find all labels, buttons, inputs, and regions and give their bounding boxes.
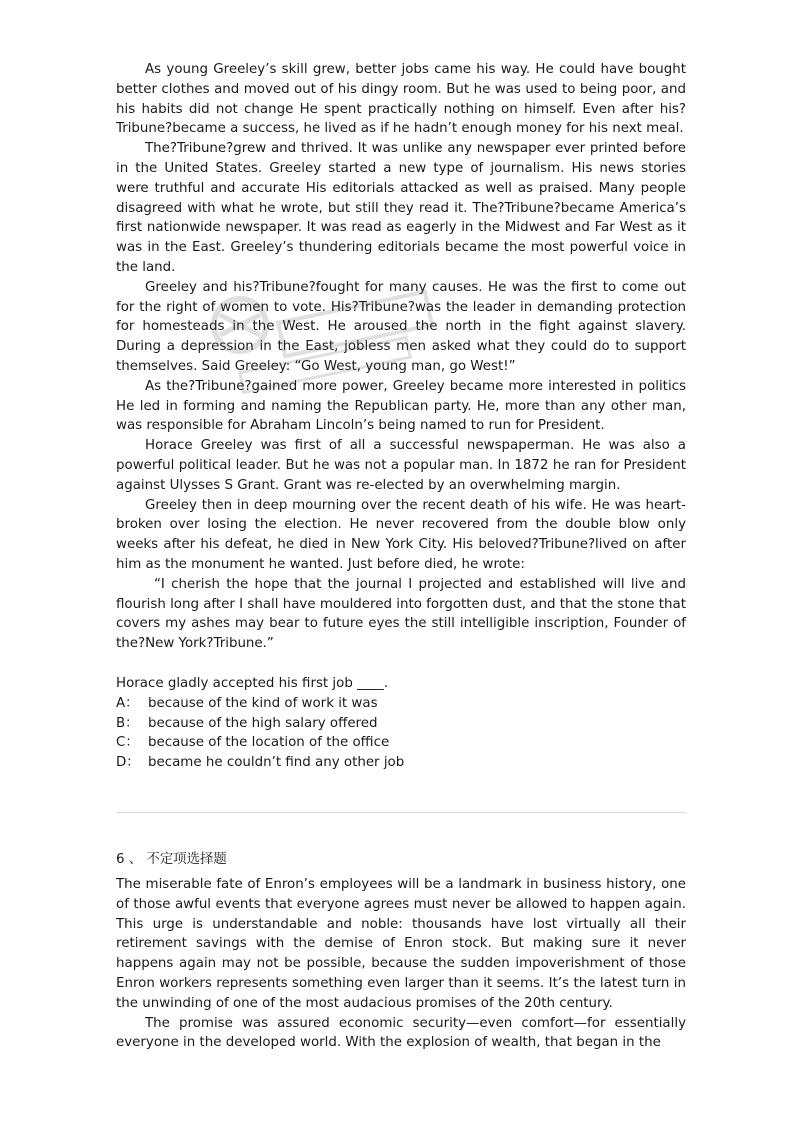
option-c[interactable] (116, 733, 686, 753)
option-d[interactable] (116, 753, 686, 773)
option-letter: B： (116, 715, 139, 731)
option-letter: A： (116, 695, 139, 711)
option-a[interactable] (116, 694, 686, 714)
option-letter: D： (116, 755, 140, 771)
option-text: became he couldn’t find any other job (148, 755, 405, 771)
passage-paragraph: The promise was assured economic security—even comfort—for essentially everyone in the developed world. With the explosion of wealth, that began in the (116, 1015, 686, 1051)
passage-paragraph: Greeley then in deep mourning over the recent death of his wife. He was heart-broken over losing the election. He never recovered from the double blow only weeks after his defeat, he died in New York City. His beloved?Tribune?lived on after him as the monument he wanted. Just before died, he wrote: (116, 497, 686, 572)
passage-paragraph: As the?Tribune?gained more power, Greeley became more interested in politics He led in forming and naming the Republican party. He, more than any other man, was responsible for Abraham Lincoln’s being named to run for President. (116, 378, 686, 434)
option-b[interactable] (116, 714, 686, 734)
passage-paragraph: As young Greeley’s skill grew, better jobs came his way. He could have bought better clothes and moved out of his dingy room. But he was used to being poor, and his habits did not change He spent practically nothing on himself. Even after his?Tribune?became a success, he lived as if he hadn’t enough money for his next meal. (116, 62, 686, 137)
passage-paragraph: Horace Greeley was first of all a successful newspaperman. He was also a powerful political leader. But he was not a popular man. In 1872 he ran for President against Ulysses S Grant. Grant was re-elected by an overwhelming margin. (116, 438, 686, 493)
passage-quote: “I cherish the hope that the journal I projected and established will live and flourish long after I shall have mouldered into forgotten dust, and that the stone that covers my ashes may bear to future eyes the still intelligible inscription, Founder of the?New York?Tribune.” (116, 576, 686, 652)
section-divider (116, 812, 686, 813)
passage-paragraph: Greeley and his?Tribune?fought for many causes. He was the first to come out for the right of women to vote. His?Tribune?was the leader in demanding protection for homesteads in the West. He aroused the north in the fight against slavery. During a depression in the East, jobless men asked what they could do to support themselves. Said Greeley: “Go West, young man, go West!” (116, 279, 686, 374)
option-letter: C： (116, 735, 139, 751)
option-text: because of the kind of work it was (148, 695, 378, 711)
passage-paragraph: The miserable fate of Enron’s employees will be a landmark in business history, one of those awful events that everyone agrees must never be allowed to happen again. This urge is understandable and noble: thousands have lost virtually all their retirement savings with the demise of Enron stock. But making sure it never happens again may not be possible, because the sudden impoverishment of those Enron workers represents something even larger than it seems. It’s the latest turn in the unwinding of one of the most audacious promises of the 20th century. (116, 877, 686, 1011)
passage-paragraph: The?Tribune?grew and thrived. It was unlike any newspaper ever printed before in the United States. Greeley started a new type of journalism. His news stories were truthful and accurate His editorials attacked as well as praised. Many people disagreed with what he wrote, but still they read it. The?Tribune?became America’s first nationwide newspaper. It was read as eagerly in the Midwest and Far West as it was in the East. Greeley’s thundering editorials became the most powerful voice in the land. (116, 141, 686, 275)
next-passage (116, 875, 686, 1053)
question-stem: Horace gladly accepted his first job ____. (116, 675, 389, 691)
passage (116, 60, 686, 773)
question-header: 6 、 不定项选择题 (116, 852, 227, 867)
option-text: because of the location of the office (148, 735, 390, 751)
option-text: because of the high salary offered (148, 715, 378, 731)
